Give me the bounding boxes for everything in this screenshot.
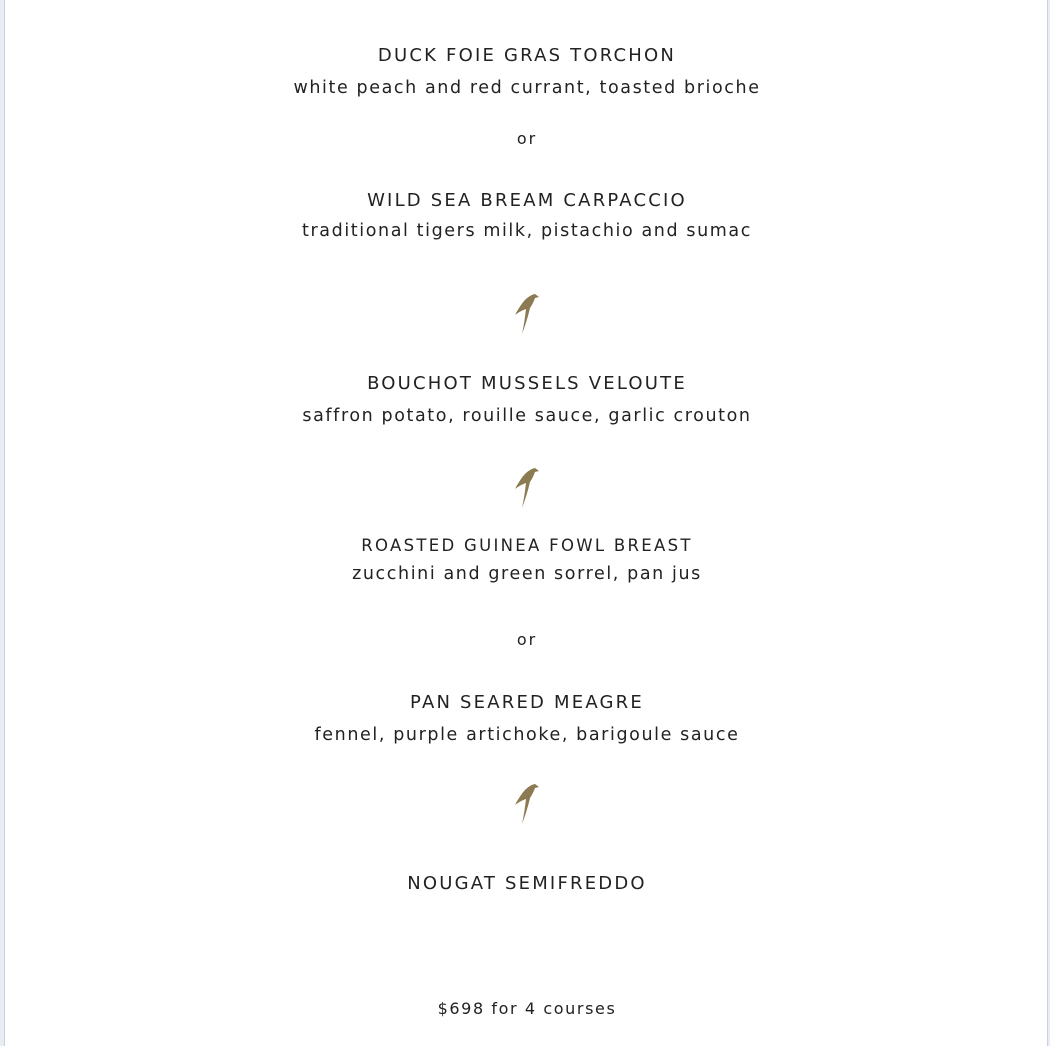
or-separator-1: or — [516, 129, 538, 148]
dish-name-guinea-fowl: ROASTED GUINEA FOWL BREAST — [361, 536, 693, 555]
dish-name-duck-foie-gras: DUCK FOIE GRAS TORCHON — [377, 45, 677, 66]
dish-name-sea-bream: WILD SEA BREAM CARPACCIO — [367, 190, 687, 211]
dish-desc-duck-foie-gras: white peach and red currant, toasted brioche — [293, 78, 761, 98]
dish-name-meagre: PAN SEARED MEAGRE — [410, 692, 644, 713]
bird-logo-icon — [511, 293, 541, 335]
dish-desc-mussels-veloute: saffron potato, rouille sauce, garlic crouton — [302, 406, 752, 426]
or-separator-2: or — [516, 630, 538, 649]
dish-desc-sea-bream: traditional tigers milk, pistachio and sumac — [302, 221, 752, 241]
dish-name-nougat-semifreddo: NOUGAT SEMIFREDDO — [407, 873, 647, 894]
menu-page — [4, 0, 1048, 1046]
bird-logo-icon — [511, 467, 541, 509]
dish-desc-guinea-fowl: zucchini and green sorrel, pan jus — [352, 564, 702, 584]
price-line: $698 for 4 courses — [437, 999, 617, 1018]
dish-desc-meagre: fennel, purple artichoke, barigoule sauce — [314, 725, 740, 745]
bird-logo-icon — [511, 783, 541, 825]
dish-name-mussels-veloute: BOUCHOT MUSSELS VELOUTE — [367, 373, 687, 394]
